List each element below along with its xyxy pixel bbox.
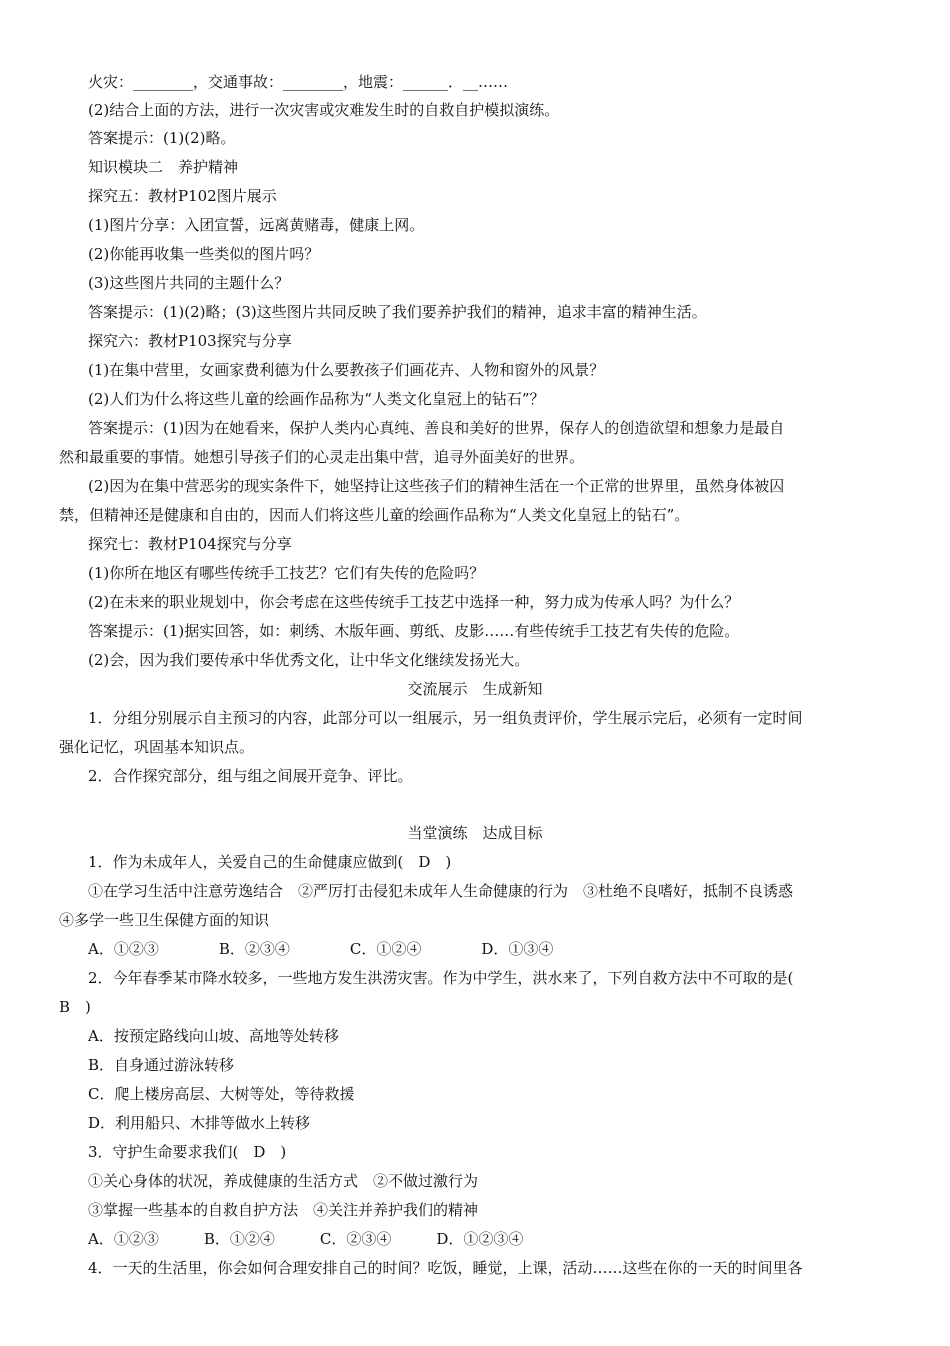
question-2-answer: B ) xyxy=(59,998,91,1016)
text-line: (2)会，因为我们要传承中华优秀文化，让中华文化继续发扬光大。 xyxy=(88,651,530,669)
section-title: 当堂演练 达成目标 xyxy=(407,824,543,842)
text-line: (2)结合上面的方法，进行一次灾害或灾难发生时的自救自护模拟演练。 xyxy=(88,101,560,119)
answer-choices: A．①②③ B．②③④ C．①②④ D．①③④ xyxy=(88,940,554,958)
section-heading: 知识模块二 养护精神 xyxy=(88,158,239,176)
answer-hint: 答案提示：(1)据实回答，如：刺绣、木版年画、剪纸、皮影……有些传统手工技艺有失传的危险。 xyxy=(88,622,740,640)
text-line: (3)这些图片共同的主题什么？ xyxy=(88,274,290,292)
choice-c: C．爬上楼房高层、大树等处，等待救援 xyxy=(88,1085,355,1103)
inquiry-heading: 探究七：教材P104探究与分享 xyxy=(88,535,292,553)
text-line: (2)因为在集中营恶劣的现实条件下，她坚持让这些孩子们的精神生活在一个正常的世界里，虽然身体被囚 xyxy=(88,477,785,495)
text-line: (2)在未来的职业规划中，你会考虑在这些传统手工技艺中选择一种，努力成为传承人吗？为什么？ xyxy=(88,593,740,611)
choice-b: B．自身通过游泳转移 xyxy=(88,1056,235,1074)
text-line: 1．分组分别展示自主预习的内容，此部分可以一组展示，另一组负责评价，学生展示完后，必须有一定时间 xyxy=(88,709,803,727)
answer-hint: 答案提示：(1)(2)略。 xyxy=(88,129,236,147)
question-2: 2．今年春季某市降水较多，一些地方发生洪涝灾害。作为中学生，洪水来了，下列自救方法中不可取的是( xyxy=(88,969,794,987)
question-options-text: ①关心身体的状况，养成健康的生活方式 ②不做过激行为 xyxy=(88,1172,479,1190)
text-line: (2)人们为什么将这些儿童的绘画作品称为“人类文化皇冠上的钻石”？ xyxy=(88,390,545,408)
fill-in-blanks-line: 火灾：________，交通事故：________，地震：______．__…… xyxy=(88,73,509,91)
text-line: (1)你所在地区有哪些传统手工技艺？它们有失传的危险吗？ xyxy=(88,564,485,582)
inquiry-heading: 探究五：教材P102图片展示 xyxy=(88,187,277,205)
question-options-text: ①在学习生活中注意劳逸结合 ②严厉打击侵犯未成年人生命健康的行为 ③杜绝不良嗜好，抵制不良诱惑 xyxy=(88,882,794,900)
text-line: (1)在集中营里，女画家费利德为什么要教孩子们画花卉、人物和窗外的风景？ xyxy=(88,361,605,379)
question-4: 4．一天的生活里，你会如何合理安排自己的时间？吃饭，睡觉，上课，活动……这些在你的一天的时间里各 xyxy=(88,1259,803,1277)
text-line: 2．合作探究部分，组与组之间展开竞争、评比。 xyxy=(88,767,413,785)
text-line: (1)图片分享：入团宣誓，远离黄赌毒，健康上网。 xyxy=(88,216,425,234)
question-1: 1．作为未成年人，关爱自己的生命健康应做到( D ) xyxy=(88,853,452,871)
answer-hint: 答案提示：(1)(2)略；(3)这些图片共同反映了我们要养护我们的精神，追求丰富的精神生活。 xyxy=(88,303,707,321)
text-line: 然和最重要的事情。她想引导孩子们的心灵走出集中营，追寻外面美好的世界。 xyxy=(59,448,585,466)
choice-d: D．利用船只、木排等做水上转移 xyxy=(88,1114,311,1132)
text-line: (2)你能再收集一些类似的图片吗？ xyxy=(88,245,320,263)
answer-hint: 答案提示：(1)因为在她看来，保护人类内心真纯、善良和美好的世界，保存人的创造欲望和想象力是最自 xyxy=(88,419,785,437)
question-3: 3．守护生命要求我们( D ) xyxy=(88,1143,287,1161)
inquiry-heading: 探究六：教材P103探究与分享 xyxy=(88,332,292,350)
section-title: 交流展示 生成新知 xyxy=(407,680,543,698)
text-line: 禁，但精神还是健康和自由的，因而人们将这些儿童的绘画作品称为“人类文化皇冠上的钻石”。 xyxy=(59,506,690,524)
answer-choices: A．①②③ B．①②④ C．②③④ D．①②③④ xyxy=(88,1230,524,1248)
question-options-text: ③掌握一些基本的自救自护方法 ④关注并养护我们的精神 xyxy=(88,1201,479,1219)
question-options-text: ④多学一些卫生保健方面的知识 xyxy=(59,911,270,929)
choice-a: A．按预定路线向山坡、高地等处转移 xyxy=(88,1027,339,1045)
text-line: 强化记忆，巩固基本知识点。 xyxy=(59,738,255,756)
